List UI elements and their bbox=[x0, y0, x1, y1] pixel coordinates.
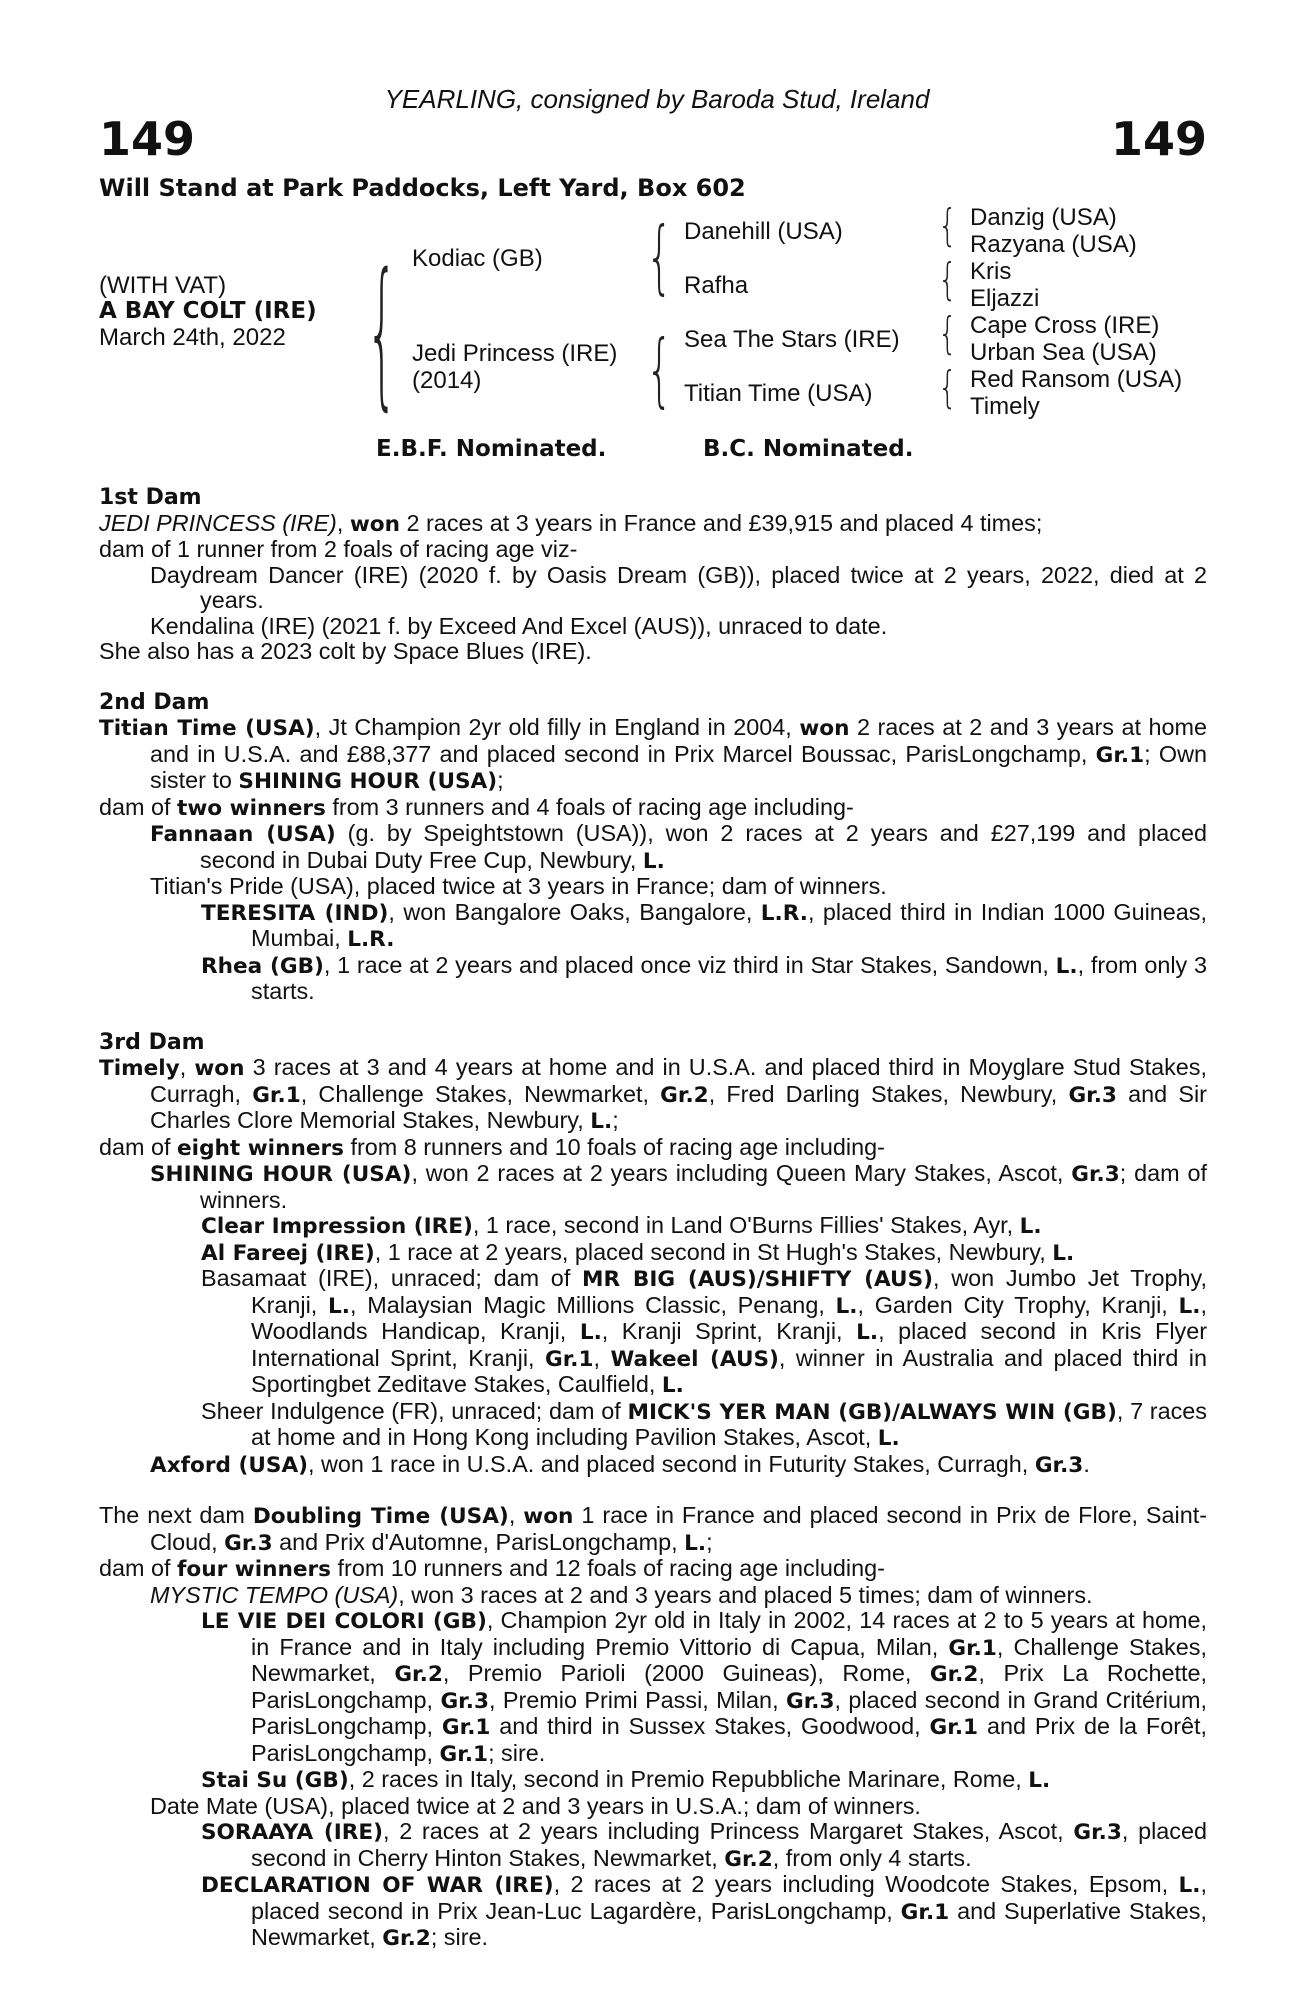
produce-entry: Axford (USA), won 1 race in U.S.A. and placed second in Futurity Stakes, Curragh, Gr.3. bbox=[150, 1450, 1090, 1478]
dam-year: (2014) bbox=[412, 367, 482, 394]
dam4-produce-intro: dam of four winners from 10 runners and 12 foals of racing age including- bbox=[99, 1555, 885, 1582]
section-heading-1st-dam: 1st Dam bbox=[99, 485, 202, 510]
produce-entry: TERESITA (IND), won Bangalore Oaks, Bangalore, L.R., placed third in Indian 1000 Guineas, Mumbai, L.R. bbox=[201, 898, 1207, 952]
g3-ancestor: Danzig (USA) bbox=[970, 204, 1117, 231]
dam4-line: The next dam Doubling Time (USA), won 1 race in France and placed second in Prix de Flore, Saint-Cloud, Gr.3 and Prix d'Automne, ParisLongchamp, L.; bbox=[99, 1502, 1208, 1556]
brace-sire: { bbox=[646, 210, 673, 304]
g3-ancestor: Urban Sea (USA) bbox=[970, 339, 1157, 366]
lot-number-right: 149 bbox=[1110, 112, 1207, 166]
dam3-line: Timely, won 3 races at 3 and 4 years at home and in U.S.A. and placed third in Moyglare Stud Stakes, Curragh, Gr.1, Challenge Stakes, Newmarket, Gr.2, Fred Darling Stakes, Newbury, Gr.3 and Sir Charles Clore Memorial Stakes, Newbury, L.; bbox=[99, 1054, 1207, 1134]
produce-entry: Basamaat (IRE), unraced; dam of MR BIG (AUS)/SHIFTY (AUS), won Jumbo Jet Trophy, Kranji, L., Malaysian Magic Millions Classic, Penang, L., Garden City Trophy, Kranji, L., Woodlands Handicap, Kranji, L., Kranji Sprint, Kranji, L., placed second in Kris Flyer International Sprint, Kranji, Gr.1, Wakeel (AUS), winner in Australia and placed third in Sportingbet Zeditave Stakes, Caulfield, L. bbox=[201, 1265, 1208, 1398]
dam-name: Jedi Princess (IRE) bbox=[412, 340, 618, 367]
catalogue-body bbox=[99, 485, 1207, 1952]
horse-name: A BAY COLT (IRE) bbox=[99, 298, 317, 324]
produce-entry: MYSTIC TEMPO (USA), won 3 races at 2 and 3 years and placed 5 times; dam of winners. bbox=[150, 1581, 1093, 1608]
brace-g3: { bbox=[938, 309, 958, 360]
dam1-line: JEDI PRINCESS (IRE), won 2 races at 3 years in France and £39,915 and placed 4 times; bbox=[99, 509, 1043, 537]
g3-ancestor: Razyana (USA) bbox=[970, 231, 1137, 258]
brace-g4: { bbox=[938, 363, 958, 414]
g3-ancestor: Timely bbox=[970, 393, 1040, 420]
g3-ancestor: Kris bbox=[970, 258, 1012, 285]
g3-ancestor: Cape Cross (IRE) bbox=[970, 312, 1160, 339]
dam2-produce-intro: dam of two winners from 3 runners and 4 foals of racing age including- bbox=[99, 793, 854, 821]
vat-note: (WITH VAT) bbox=[99, 272, 227, 299]
brace-g2: { bbox=[938, 255, 958, 306]
produce-entry: Date Mate (USA), placed twice at 2 and 3 years in U.S.A.; dam of winners. bbox=[150, 1792, 921, 1819]
produce-entry: Stai Su (GB), 2 races in Italy, second in Premio Repubbliche Marinare, Rome, L. bbox=[201, 1766, 1051, 1793]
produce-entry: SHINING HOUR (USA), won 2 races at 2 years including Queen Mary Stakes, Ascot, Gr.3; dam of winners. bbox=[150, 1160, 1207, 1213]
produce-entry: Kendalina (IRE) (2021 f. by Exceed And Excel (AUS)), unraced to date. bbox=[150, 612, 888, 639]
dam2-line: Titian Time (USA), Jt Champion 2yr old filly in England in 2004, won 2 races at 2 and 3 years at home and in U.S.A. and £88,377 and placed second in Prix Marcel Boussac, ParisLongchamp, Gr.1; Own sister to SHINING HOUR (USA); bbox=[99, 714, 1207, 794]
bc-nominated: B.C. Nominated. bbox=[703, 436, 914, 462]
g3-ancestor: Eljazzi bbox=[970, 285, 1040, 312]
page-subtitle: YEARLING, consigned by Baroda Stud, Ireland bbox=[384, 84, 930, 114]
g3-ancestor: Red Ransom (USA) bbox=[970, 366, 1183, 393]
produce-entry: Rhea (GB), 1 race at 2 years and placed once viz third in Star Stakes, Sandown, L., from only 3 starts. bbox=[201, 951, 1207, 1004]
brace-g1: { bbox=[938, 201, 958, 252]
gsire-sire: Danehill (USA) bbox=[684, 218, 843, 245]
gdam-sire: Rafha bbox=[684, 272, 749, 299]
dam1-note: She also has a 2023 colt by Space Blues (IRE). bbox=[99, 638, 592, 664]
produce-entry: Daydream Dancer (IRE) (2020 f. by Oasis Dream (GB)), placed twice at 2 years, 2022, died at 2 years. bbox=[150, 561, 1207, 613]
produce-entry: Titian's Pride (USA), placed twice at 3 years in France; dam of winners. bbox=[150, 873, 887, 899]
section-heading-2nd-dam: 2nd Dam bbox=[99, 689, 210, 715]
brace-main: { bbox=[366, 240, 398, 426]
produce-entry: Sheer Indulgence (FR), unraced; dam of MICK'S YER MAN (GB)/ALWAYS WIN (GB), 7 races at home and in Hong Kong including Pavilion Stakes, Ascot, L. bbox=[201, 1397, 1208, 1451]
gsire-dam: Sea The Stars (IRE) bbox=[684, 326, 900, 353]
produce-entry: Al Fareej (IRE), 1 race at 2 years, placed second in St Hugh's Stakes, Newbury, L. bbox=[201, 1238, 1075, 1266]
produce-entry: DECLARATION OF WAR (IRE), 2 races at 2 years including Woodcote Stakes, Epsom, L., placed second in Prix Jean-Luc Lagardère, ParisLongchamp, Gr.1 and Superlative Stakes, Newmarket, Gr.2; sire. bbox=[201, 1871, 1207, 1951]
section-heading-3rd-dam: 3rd Dam bbox=[99, 1029, 205, 1055]
stand-location: Will Stand at Park Paddocks, Left Yard, Box 602 bbox=[99, 174, 746, 202]
ebf-nominated: E.B.F. Nominated. bbox=[376, 436, 607, 462]
dam-name: JEDI PRINCESS (IRE) bbox=[99, 509, 337, 536]
produce-entry: LE VIE DEI COLORI (GB), Champion 2yr old in Italy in 2002, 14 races at 2 to 5 years at home, in France and in Italy including Premio Vittorio di Capua, Milan, Gr.1, Challenge Stakes, Newmarket, Gr.2, Premio Parioli (2000 Guineas), Rome, Gr.2, Prix La Rochette, ParisLongchamp, Gr.3, Premio Primi Passi, Milan, Gr.3, placed second in Grand Critérium, ParisLongchamp, Gr.1 and third in Sussex Stakes, Goodwood, Gr.1 and Prix de la Forêt, ParisLongchamp, Gr.1; sire. bbox=[201, 1607, 1208, 1767]
dam3-produce-intro: dam of eight winners from 8 runners and 10 foals of racing age including- bbox=[99, 1133, 885, 1161]
sire-name: Kodiac (GB) bbox=[412, 245, 543, 272]
gdam-dam: Titian Time (USA) bbox=[684, 380, 873, 407]
brace-dam: { bbox=[646, 323, 673, 417]
foaling-date: March 24th, 2022 bbox=[99, 324, 286, 351]
lot-number-left: 149 bbox=[99, 112, 196, 166]
dam1-produce-intro: dam of 1 runner from 2 foals of racing age viz- bbox=[99, 536, 578, 562]
produce-entry: Fannaan (USA) (g. by Speightstown (USA)), won 2 races at 2 years and £27,199 and placed second in Dubai Duty Free Cup, Newbury, L. bbox=[150, 820, 1207, 874]
produce-entry: SORAAYA (IRE), 2 races at 2 years including Princess Margaret Stakes, Ascot, Gr.3, placed second in Cherry Hinton Stakes, Newmarket, Gr.2, from only 4 starts. bbox=[201, 1818, 1208, 1872]
produce-entry: Clear Impression (IRE), 1 race, second in Land O'Burns Fillies' Stakes, Ayr, L. bbox=[201, 1212, 1042, 1239]
